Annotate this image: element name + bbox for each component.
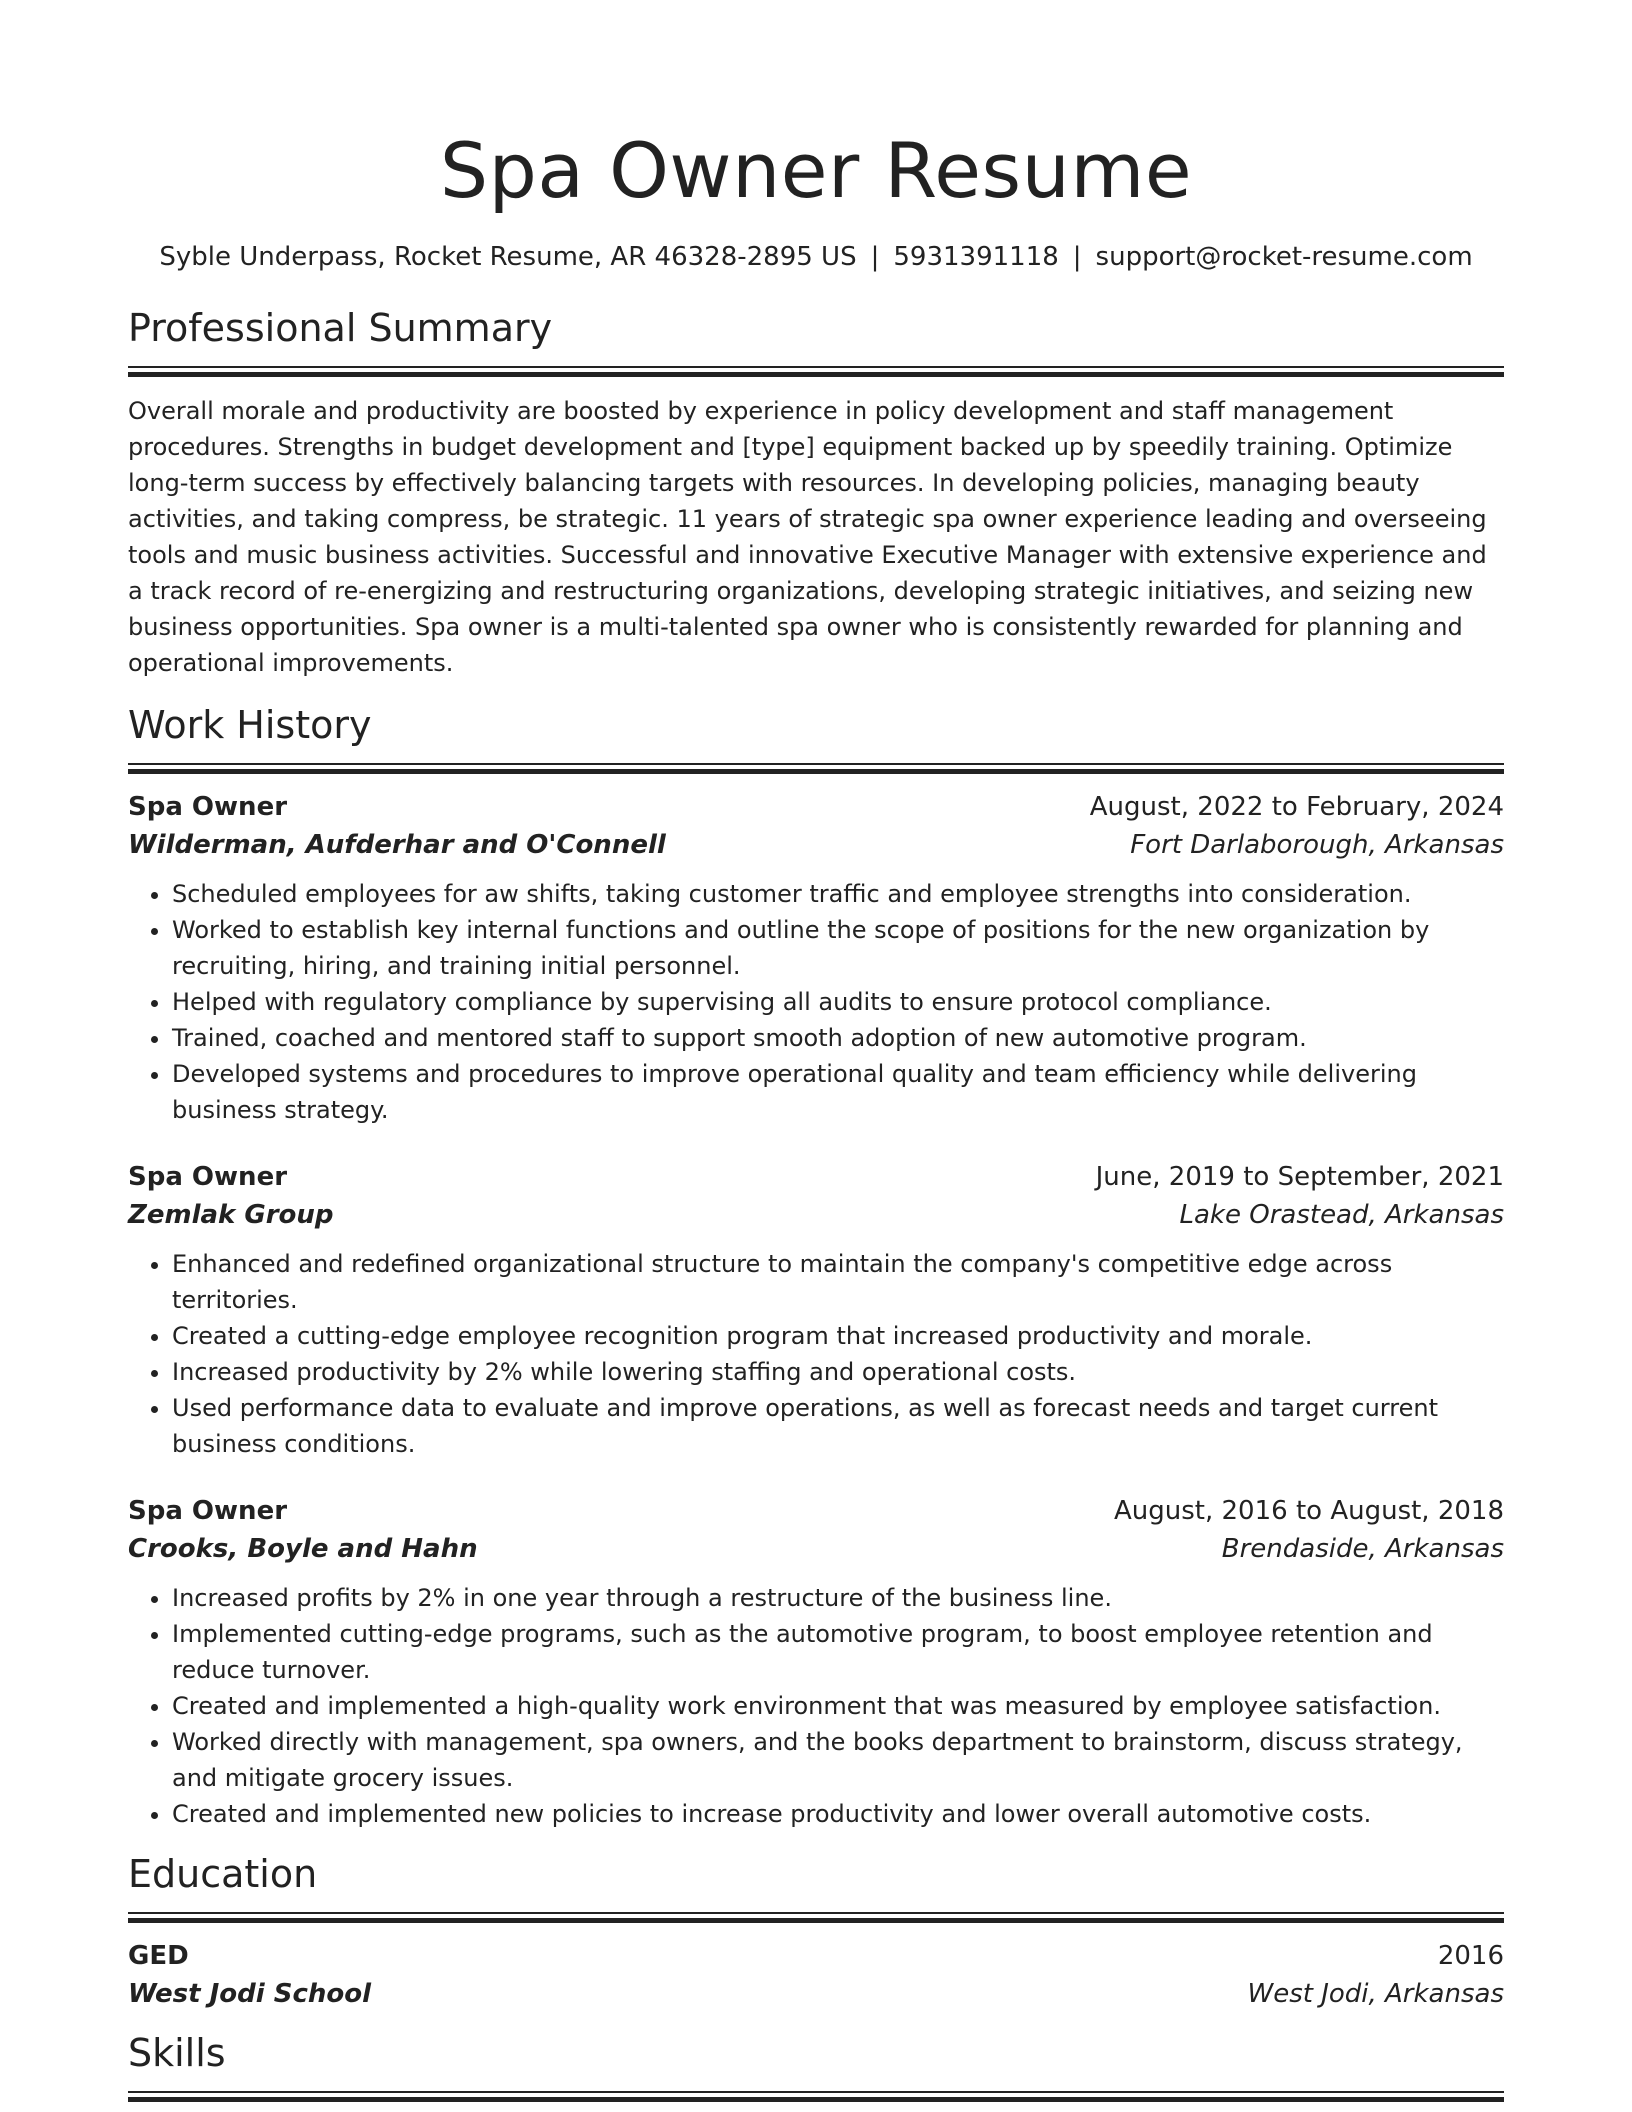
contact-address: Syble Underpass, Rocket Resume, AR 46328-2895 US [159,242,857,272]
section-heading-summary: Professional Summary [128,306,553,350]
job-company: Zemlak Group [128,1200,334,1230]
job-dates: August, 2016 to August, 2018 [1114,1496,1504,1526]
contact-phone: 5931391118 [893,242,1059,272]
job-entry [128,788,1504,1128]
section-divider [128,366,1504,377]
contact-separator: | [870,242,880,272]
job-bullet: • Worked directly with management, spa owners, and the books department to brainstorm, discuss strategy, and mitigate grocery issues. [172,1724,1504,1796]
job-header [128,1158,1504,1196]
work-history-section [128,701,1504,1832]
section-heading-skills: Skills [128,2031,226,2075]
job-bullet-list [128,876,1504,1128]
job-location: Lake Orastead, Arkansas [1179,1200,1504,1230]
job-bullet: • Created a cutting-edge employee recognition program that increased productivity and morale. [172,1318,1504,1354]
section-divider [128,2091,1504,2102]
job-header [128,1492,1504,1530]
job-bullet: • Implemented cutting-edge programs, such as the automotive program, to boost employee retention and reduce turnover. [172,1616,1504,1688]
education-entry [128,1937,1504,2013]
job-dates: June, 2019 to September, 2021 [1095,1162,1504,1192]
resume-title: Spa Owner Resume [439,126,1193,215]
job-bullet: • Trained, coached and mentored staff to support smooth adoption of new automotive program. [172,1020,1504,1056]
job-title: Spa Owner [128,1496,288,1526]
summary-section [128,304,1504,681]
education-year: 2016 [1437,1941,1504,1971]
job-bullet: • Used performance data to evaluate and improve operations, as well as forecast needs and target current business conditions. [172,1390,1504,1462]
job-entry [128,1158,1504,1462]
skills-section [128,2029,1504,2102]
job-bullet: • Scheduled employees for aw shifts, taking customer traffic and employee strengths into consideration. [172,876,1504,912]
section-divider [128,763,1504,774]
section-heading-work-history: Work History [128,703,372,747]
summary-text: Overall morale and productivity are boosted by experience in policy development and staff management procedures. Strengths in budget development and [type] equipment backed up by speedily training. Optimize long-term success by effectively balancing targets with resources. In developing policies, managing beauty activities, and taking compress, be strategic. 11 years of strategic spa owner experience leading and overseeing tools and music business activities. Successful and innovative Executive Manager with extensive experience and a track record of re-energizing and restructuring organizations, developing strategic initiatives, and seizing new business opportunities. Spa owner is a multi-talented spa owner who is consistently rewarded for planning and operational improvements. [128,397,1487,677]
job-title: Spa Owner [128,792,288,822]
job-subheader [128,1530,1504,1568]
contact-email: support@rocket-resume.com [1095,242,1473,272]
job-bullet: • Enhanced and redefined organizational structure to maintain the company's competitive edge across territories. [172,1246,1504,1318]
section-divider [128,1912,1504,1923]
job-subheader [128,1196,1504,1234]
contact-separator: | [1072,242,1082,272]
job-title: Spa Owner [128,1162,288,1192]
section-heading-education: Education [128,1852,318,1896]
job-bullet-list [128,1580,1504,1832]
education-subheader [128,1975,1504,2013]
education-section [128,1850,1504,2013]
job-company: Wilderman, Aufderhar and O'Connell [128,830,666,860]
job-bullet: • Created and implemented new policies to increase productivity and lower overall automotive costs. [172,1796,1504,1832]
job-bullet: • Worked to establish key internal functions and outline the scope of positions for the new organization by recruiting, hiring, and training initial personnel. [172,912,1504,984]
job-location: Fort Darlaborough, Arkansas [1130,830,1504,860]
job-dates: August, 2022 to February, 2024 [1089,792,1504,822]
job-bullet: • Helped with regulatory compliance by supervising all audits to ensure protocol compliance. [172,984,1504,1020]
job-entry [128,1492,1504,1832]
job-bullet: • Developed systems and procedures to improve operational quality and team efficiency while delivering business strategy. [172,1056,1504,1128]
job-subheader [128,826,1504,864]
job-bullet: • Increased productivity by 2% while lowering staffing and operational costs. [172,1354,1504,1390]
education-school: West Jodi School [128,1979,372,2009]
job-bullet: • Created and implemented a high-quality work environment that was measured by employee satisfaction. [172,1688,1504,1724]
contact-line [128,240,1504,274]
education-degree: GED [128,1941,189,1971]
job-header [128,788,1504,826]
job-company: Crooks, Boyle and Hahn [128,1534,478,1564]
job-bullet: • Increased profits by 2% in one year through a restructure of the business line. [172,1580,1504,1616]
education-header [128,1937,1504,1975]
job-bullet-list [128,1246,1504,1462]
education-location: West Jodi, Arkansas [1247,1979,1504,2009]
job-location: Brendaside, Arkansas [1221,1534,1504,1564]
